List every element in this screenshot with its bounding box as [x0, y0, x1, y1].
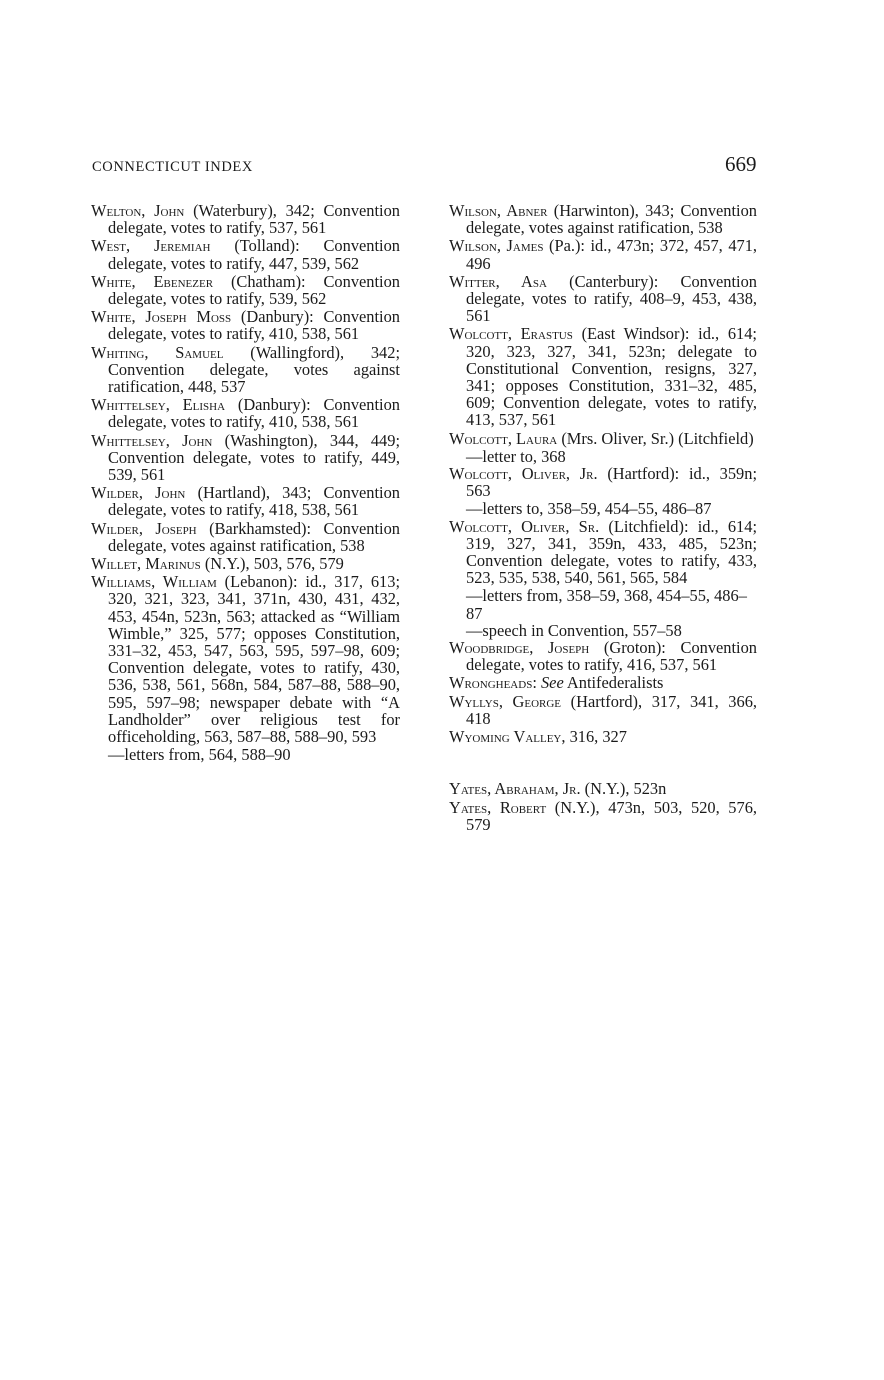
index-entry — [91, 555, 400, 572]
index-entry — [91, 573, 400, 745]
index-subentry: —speech in Convention, 557–58 — [466, 620, 682, 640]
entry-text: (Waterbury), 342; Convention delegate, votes to ratify, 537, 561 — [108, 201, 400, 238]
entry-heading: Whittelsey, Elisha — [91, 395, 226, 415]
index-entry — [91, 484, 400, 518]
entry-heading: Wilder, Joseph — [91, 518, 197, 538]
entry-text: (Mrs. Oliver, Sr.) (Litchfield) — [557, 428, 754, 448]
index-subentry: —letter to, 368 — [466, 446, 566, 466]
index-entry — [91, 520, 400, 554]
entry-heading: Wilson, James — [449, 236, 544, 256]
index-entry — [91, 237, 400, 271]
entry-text: (Washington), 344, 449; Convention delegate, votes to ratify, 449, 539, 561 — [108, 430, 401, 485]
entry-text: (Harwinton), 343; Convention delegate, votes against ratification, 538 — [466, 201, 757, 238]
entry-heading: Wyllys, George — [449, 691, 562, 711]
entry-heading: Wrongheads — [449, 673, 533, 693]
entry-text: (Tolland): Convention delegate, votes to ratify, 447, 539, 562 — [108, 236, 400, 273]
entry-text: (Hartland), 343; Convention delegate, votes to ratify, 418, 538, 561 — [108, 483, 400, 520]
index-entry — [449, 674, 757, 691]
entry-text: (Barkhamsted): Convention delegate, votes against ratification, 538 — [108, 518, 400, 555]
entry-heading: Whittelsey, John — [91, 430, 213, 450]
entry-heading: White, Ebenezer — [91, 271, 214, 291]
entry-heading: Wolcott, Erastus — [449, 324, 573, 344]
entry-text: (Chatham): Convention delegate, votes to ratify, 539, 562 — [108, 271, 400, 309]
index-entry — [449, 728, 757, 745]
right-column-w-entries — [449, 202, 757, 745]
entry-text: (Litchfield): id., 614; 319, 327, 341, 359n, 433, 485, 523n; Convention delegate, votes to ratify, 433, 523, 535, 538, 540, 561, 565, 584 — [466, 516, 757, 588]
index-entry — [449, 639, 757, 673]
see-reference: See — [540, 673, 564, 693]
entry-text: (N.Y.), 523n — [580, 779, 667, 799]
entry-heading: Yates, Robert — [449, 797, 547, 817]
entry-text: (Danbury): Convention delegate, votes to ratify, 410, 538, 561 — [108, 395, 400, 432]
entry-text: : — [532, 673, 541, 693]
index-entry — [449, 325, 757, 428]
entry-heading: Witter, Asa — [449, 271, 547, 291]
entry-heading: Wolcott, Oliver, Jr. — [449, 464, 598, 484]
right-column — [449, 202, 757, 834]
entry-text: (Danbury): Convention delegate, votes to ratify, 410, 538, 561 — [108, 307, 400, 344]
running-head: CONNECTICUT INDEX — [92, 159, 253, 175]
entry-heading: Welton, John — [91, 201, 185, 220]
entry-text: , 316, 327 — [561, 727, 627, 747]
index-entry — [91, 202, 400, 236]
index-entry — [91, 308, 400, 342]
index-subentry: —letters to, 358–59, 454–55, 486–87 — [466, 499, 712, 519]
entry-text: (Wallingford), 342; Convention delegate, votes against ratification, 448, 537 — [108, 342, 401, 397]
letter-gap — [449, 746, 757, 780]
index-entry — [449, 430, 757, 447]
entry-heading: Williams, William — [91, 572, 217, 592]
entry-heading: Yates, Abraham, Jr. — [449, 779, 581, 799]
entry-text: (Pa.): id., 473n; 372, 457, 471, 496 — [466, 236, 758, 273]
entry-heading: Willet, Marinus — [91, 554, 201, 574]
entry-heading: West, Jeremiah — [91, 236, 211, 256]
index-entry — [449, 780, 757, 797]
index-entry — [449, 693, 757, 727]
index-subentry: —letters from, 564, 588–90 — [108, 745, 291, 765]
entry-heading: Wyoming Valley — [449, 727, 562, 747]
index-entry — [91, 432, 400, 484]
entry-heading: Wilder, John — [91, 483, 186, 503]
entry-text: Antifederalists — [563, 673, 664, 693]
page-number: 669 — [725, 152, 757, 176]
entry-text: (Hartford): id., 359n; 563 — [466, 464, 757, 501]
entry-heading: Woodbridge, Joseph — [449, 638, 590, 658]
index-entry — [449, 799, 757, 833]
index-entry — [449, 518, 757, 587]
entry-heading: Wolcott, Laura — [449, 428, 558, 448]
entry-heading: Whiting, Samuel — [91, 342, 224, 362]
entry-heading: Wolcott, Oliver, Sr. — [449, 516, 600, 536]
index-entry — [91, 273, 400, 307]
left-column — [91, 202, 400, 764]
right-column-y-entries — [449, 780, 757, 833]
index-entry — [449, 237, 757, 271]
entry-heading: Wilson, Abner — [449, 201, 548, 220]
entry-text: (Hartford), 317, 341, 366, 418 — [466, 691, 757, 728]
index-entry — [449, 465, 757, 499]
index-subentry: —letters from, 358–59, 368, 454–55, 486–87 — [466, 586, 747, 623]
entry-text: (Canterbury): Convention delegate, votes to ratify, 408–9, 453, 438, 561 — [466, 271, 757, 326]
index-entry — [449, 202, 757, 236]
index-entry — [91, 344, 400, 396]
entry-heading: White, Joseph Moss — [91, 307, 232, 327]
index-entry — [91, 396, 400, 430]
entry-text: (N.Y.), 473n, 503, 520, 576, 579 — [466, 797, 757, 834]
entry-text: (Lebanon): id., 317, 613; 320, 321, 323, 341, 371n, 430, 431, 432, 453, 454n, 523n, 563; attacked as “William Wimble,” 325, 577; opposes Constitution, 331–32, 453, 547, 563, 595, 597–98, 609; Convention delegate, votes to ratify, 430, 536, 538, 561, 568n, 584, 587–88, 588–90, 595, 597–98; newspaper debate with “A Landholder” over religious test for officeholding, 563, 587–88, 588–90, 593 — [108, 572, 401, 747]
entry-text: (N.Y.), 503, 576, 579 — [200, 554, 344, 574]
index-entry — [449, 273, 757, 325]
entry-text: (East Windsor): id., 614; 320, 323, 327, 341, 523n; delegate to Constitutional Convention, resigns, 327, 341; opposes Constitution, 331–32, 485, 609; Convention delegate, votes to ratify, 413, 537, 561 — [466, 324, 757, 430]
entry-text: (Groton): Convention delegate, votes to ratify, 416, 537, 561 — [466, 638, 757, 675]
